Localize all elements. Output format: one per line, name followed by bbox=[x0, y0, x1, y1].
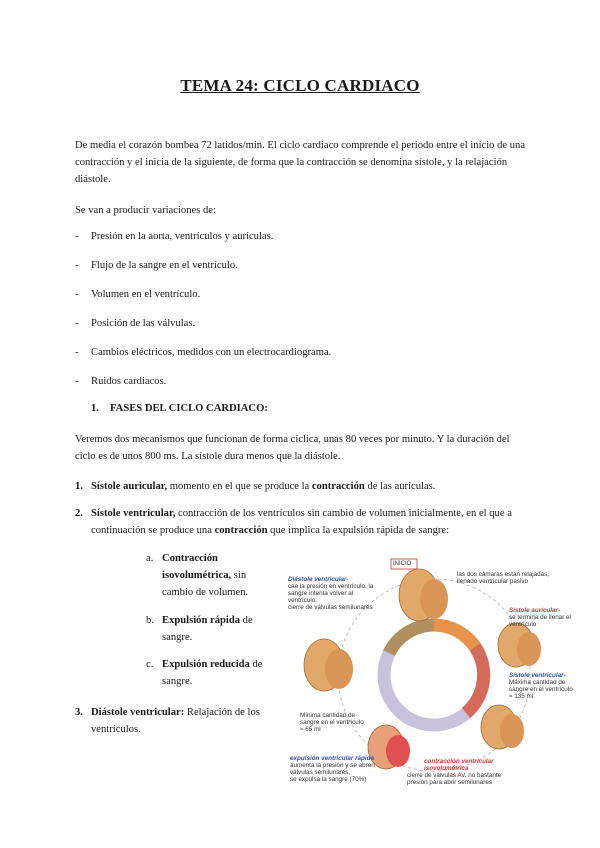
atrial-systole-title: Sístole auricular- bbox=[509, 607, 561, 614]
variations-intro: Se van a producir variaciones de: bbox=[75, 205, 216, 216]
phase-3-number: 3. bbox=[75, 707, 83, 718]
heart-icon bbox=[399, 569, 448, 621]
ventricular-systole-text-1: Máxima cantidad de bbox=[509, 679, 566, 686]
list-dash: - bbox=[75, 289, 79, 300]
subitem-c-line-1: Expulsión reducida de bbox=[162, 659, 263, 670]
rapid-ejection-title: expulsión ventricular rápida bbox=[290, 755, 374, 762]
intro-paragraph: De media el corazón bombea 72 latidos/min. El ciclo cardiaco comprende el periodo entre el inicio de una contracción y el inicia de la siguiente, de forma que la contracción se denomina sístole, y la relajación diástole. bbox=[75, 140, 526, 185]
atrial-systole-text-1: se termina de llenar el bbox=[509, 614, 571, 621]
heart-icon bbox=[304, 639, 353, 691]
phase-3-line-2: ventrículos. bbox=[91, 724, 141, 735]
list-item: Flujo de la sangre en el ventrículo. bbox=[91, 260, 238, 271]
section-heading: FASES DEL CICLO CARDIACO: bbox=[110, 403, 268, 414]
min-volume-text-1: Mínima cantidad de bbox=[300, 712, 355, 719]
subitem-a-line-2: isovolumétrica, sin bbox=[162, 570, 247, 581]
isovolumetric-text-1: cierre de válvulas AV, no bastante bbox=[407, 772, 502, 779]
min-volume-text-2: sangre en el ventrículo bbox=[300, 719, 364, 726]
isovolumetric-title-1: contracción ventricular bbox=[424, 758, 494, 765]
phase-1-text: Sístole auricular, momento en el que se produce la contracción de las aurículas. bbox=[91, 481, 436, 492]
cardiac-cycle-diagram bbox=[284, 555, 584, 795]
ring-center bbox=[392, 633, 476, 717]
atrial-systole-text-2: ventrículo bbox=[509, 621, 537, 628]
relaxed-label-2: llenado ventricular pasivo bbox=[457, 578, 529, 585]
page-title: TEMA 24: CICLO CARDIACO bbox=[180, 76, 420, 95]
diastole-text-2: sangre intenta volver al bbox=[288, 590, 354, 597]
subitem-b-letter: b. bbox=[146, 615, 154, 626]
isovolumetric-text-2: presión para abrir semilunares bbox=[407, 779, 493, 786]
rapid-ejection-text-1: aumenta la presión y se abren bbox=[290, 762, 375, 769]
list-item: Presión en la aorta, ventrículos y aurículas. bbox=[91, 231, 274, 242]
diastole-text-3: ventrículo: bbox=[288, 597, 318, 604]
list-item: Volumen en el ventrículo. bbox=[91, 289, 201, 300]
list-item: Cambios eléctricos, medidos con un electrocardiograma. bbox=[91, 347, 332, 358]
heart-icon bbox=[498, 623, 541, 667]
ventricular-systole-text-2: sangre en el ventrículo bbox=[509, 686, 573, 693]
phase-2-text-line-1: Sístole ventricular, contracción de los ventrículos sin cambio de volumen inicialmente, en el que a bbox=[91, 508, 512, 519]
phase-1-number: 1. bbox=[75, 481, 83, 492]
subitem-c-letter: c. bbox=[146, 659, 154, 670]
subitem-c-line-2: sangre. bbox=[162, 676, 193, 687]
ventricular-systole-title: Sístole ventricular- bbox=[509, 672, 566, 679]
section-number: 1. bbox=[91, 403, 99, 414]
list-dash: - bbox=[75, 231, 79, 242]
list-dash: - bbox=[75, 347, 79, 358]
subitem-b-line-1: Expulsión rápida de bbox=[162, 615, 253, 626]
phase-2-number: 2. bbox=[75, 508, 83, 519]
start-label: INICIO bbox=[393, 560, 412, 567]
mechanisms-paragraph: Veremos dos mecanismos que funcionan de forma cíclica, unas 80 veces por minuto. Y la duración del ciclo es de unos 800 ms. La sístole dura menos que la diástole. bbox=[75, 434, 510, 462]
list-dash: - bbox=[75, 376, 79, 387]
subitem-a-letter: a. bbox=[146, 553, 154, 564]
relaxed-label-1: las dos cámaras están relajadas, bbox=[457, 571, 550, 578]
diastole-text-4: cierre de válvulas semilunares bbox=[288, 604, 373, 611]
rapid-ejection-text-2: válvulas semilunares, bbox=[290, 769, 351, 776]
subitem-b-line-2: sangre. bbox=[162, 632, 193, 643]
list-dash: - bbox=[75, 260, 79, 271]
min-volume-text-3: ≈ 65 ml bbox=[300, 726, 321, 733]
diastole-text-1: cae la presión en ventrículo, la bbox=[288, 583, 374, 590]
list-item: Posición de las válvulas. bbox=[91, 318, 196, 329]
phase-2-text-line-2: continuación se produce una contracción que implica la expulsión rápida de sangre: bbox=[91, 525, 450, 536]
list-item: Ruidos cardiacos. bbox=[91, 376, 167, 387]
rapid-ejection-text-3: se expulsa la sangre (70%) bbox=[290, 776, 367, 783]
list-dash: - bbox=[75, 318, 79, 329]
subitem-a-line-1: Contracción bbox=[162, 553, 218, 564]
phase-3-line-1: Diástole ventricular: Relajación de los bbox=[91, 707, 260, 718]
subitem-a-line-3: cambio de volumen. bbox=[162, 587, 249, 598]
isovolumetric-title-2: isovolumétrica bbox=[424, 765, 469, 772]
ventricular-systole-text-3: ≈ 135 ml bbox=[509, 693, 534, 700]
diastole-title: Diástole ventricular- bbox=[288, 576, 349, 583]
heart-icon bbox=[481, 705, 524, 749]
